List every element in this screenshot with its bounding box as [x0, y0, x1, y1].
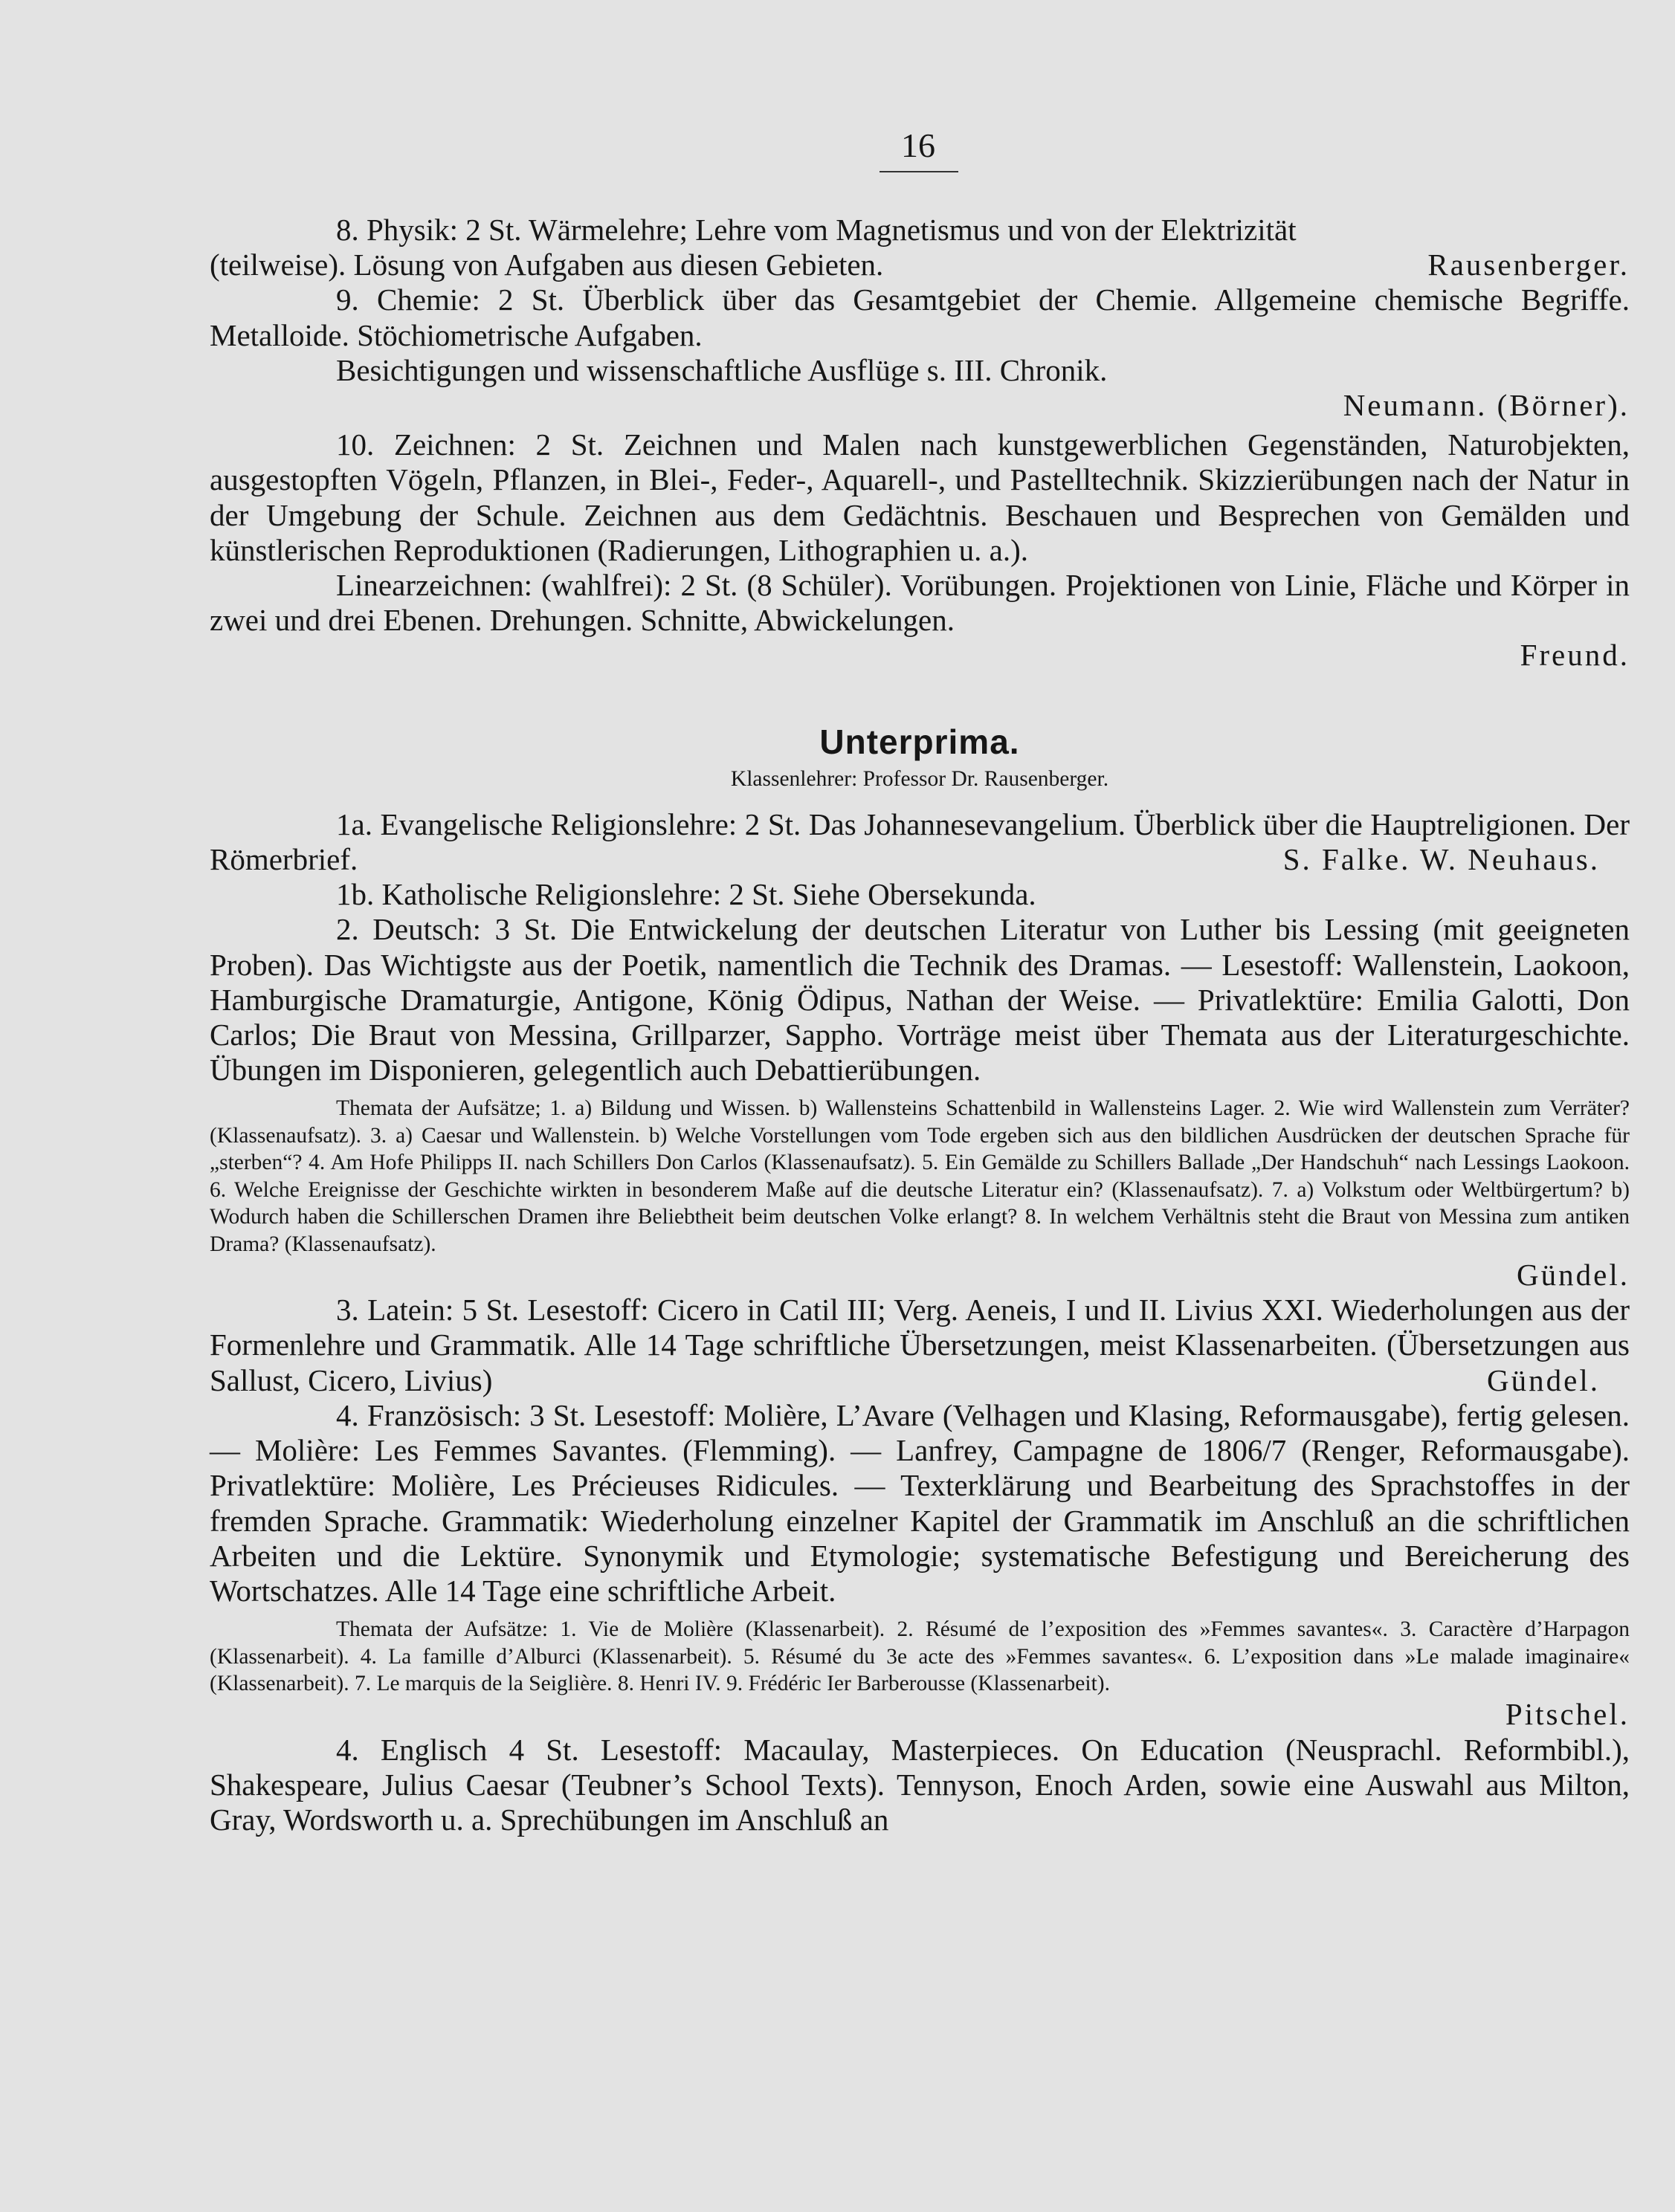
physik-line-2-text: (teilweise). Lösung von Aufgaben aus diesen Gebieten.: [210, 248, 884, 282]
franzoesisch-themata: Themata der Aufsätze: 1. Vie de Molière (Klassenarbeit). 2. Résumé de l’exposition des »Femmes savantes«. 3. Caractère d’Harpagon (Klassenarbeit). 4. La famille d’Alburci (Klassenarbeit). 5. Résumé du 3e acte des »Femmes savantes«. 6. L’exposition dans »Le malade imaginaire« (Klassenarbeit). 7. Le marquis de la Seiglière. 8. Henri IV. 9. Frédéric Ier Barberousse (Klassenarbeit).: [210, 1617, 1630, 1695]
franzoesisch-teacher: Pitschel.: [1505, 1697, 1630, 1732]
zeichnen-teacher: Freund.: [1520, 638, 1630, 673]
latein-teacher: Gündel.: [1487, 1362, 1600, 1397]
linearzeichnen-paragraph: Linearzeichnen: (wahlfrei): 2 St. (8 Schüler). Vorübungen. Projektionen von Linie, Fläche und Körper in zwei und drei Ebenen. Drehungen. Schnitte, Abwickelungen.: [210, 568, 1630, 638]
latein-paragraph: 3. Latein: 5 St. Lesestoff: Cicero in Catil III; Verg. Aeneis, I und II. Livius XXI. Wiederholungen aus der Formenlehre und Grammatik. Alle 14 Tage schriftliche Übersetzungen, meist Klassenarbeiten. (Übersetzungen aus Sallust, Cicero, Livius): [210, 1293, 1630, 1397]
englisch-paragraph: 4. Englisch 4 St. Lesestoff: Macaulay, Masterpieces. On Education (Neusprachl. Reformbibl.), Shakespeare, Julius Caesar (Teubner’s School Texts). Tennyson, Enoch Arden, sowie eine Auswahl aus Milton, Gray, Wordsworth u. a. Sprechübungen im Anschluß an: [210, 1732, 1630, 1837]
religion-ev-paragraph: 1a. Evangelische Religionslehre: 2 St. Das Johannesevangelium. Überblick über die Hauptreligionen. Der Römerbrief.: [210, 806, 1630, 876]
class-heading: Unterprima.: [819, 722, 1020, 761]
franzoesisch-paragraph: 4. Französisch: 3 St. Lesestoff: Molière, L’Avare (Velhagen und Klasing, Reformausgabe), fertig gelesen. — Molière: Les Femmes Savantes. (Flemming). — Lanfrey, Campagne de 1806/7 (Renger, Reformausgabe). Privatlektüre: Molière, Les Précieuses Ridicules. — Texterklärung und Bearbeitung des Sprachstoffes in der fremden Sprache. Grammatik: Wiederholung einzelner Kapitel der Grammatik im Anschluß an die schriftlichen Arbeiten und die Lektüre. Synonymik und Etymologie; systematische Befestigung und Bereicherung des Wortschatzes. Alle 14 Tage eine schriftliche Arbeit.: [210, 1397, 1630, 1608]
chemie-paragraph: 9. Chemie: 2 St. Überblick über das Gesamtgebiet der Chemie. Allgemeine chemische Begriffe. Metalloide. Stöchiometrische Aufgaben.: [210, 282, 1630, 352]
deutsch-paragraph: 2. Deutsch: 3 St. Die Entwickelung der deutschen Literatur von Luther bis Lessing (mit geeigneten Proben). Das Wichtigste aus der Poetik, namentlich die Technik des Dramas. — Lesestoff: Wallenstein, Laokoon, Hamburgische Dramaturgie, Antigone, König Ödipus, Nathan der Weise. — Privatlektüre: Emilia Galotti, Don Carlos; Die Braut von Messina, Grillparzer, Sappho. Vorträge meist über Themata aus der Literaturgeschichte. Übungen im Disponieren, gelegentlich auch Debattierübungen.: [210, 912, 1630, 1087]
upper-sections: [210, 213, 1630, 1837]
page-number-rule: [880, 171, 958, 172]
page-number: 16: [901, 126, 935, 164]
chemie-excursions: Besichtigungen und wissenschaftliche Ausflüge s. III. Chronik.: [336, 352, 1108, 387]
physik-teacher: Rausenberger.: [1427, 248, 1630, 282]
religion-ev-teachers: S. Falke. W. Neuhaus.: [1282, 842, 1600, 877]
klassenlehrer-line: Klassenlehrer: Professor Dr. Rausenberger.: [730, 766, 1109, 791]
deutsch-teacher: Gündel.: [1517, 1257, 1630, 1292]
zeichnen-paragraph: 10. Zeichnen: 2 St. Zeichnen und Malen nach kunstgewerblichen Gegenständen, Naturobjekten, ausgestopften Vögeln, Pflanzen, in Blei-, Feder-, Aquarell-, und Pastelltechnik. Skizzierübungen nach der Natur in der Umgebung der Schule. Zeichnen aus dem Gedächtnis. Beschauen und Besprechen von Gemälden und künstlerischen Reproduktionen (Radierungen, Lithographien u. a.).: [210, 427, 1630, 567]
deutsch-themata: Themata der Aufsätze; 1. a) Bildung und Wissen. b) Wallensteins Schattenbild in Wallensteins Lager. 2. Wie wird Wallenstein zum Verräter? (Klassenaufsatz). 3. a) Caesar und Wallenstein. b) Welche Vorstellungen vom Tode ergeben sich aus den bildlichen Ausdrücken der deutschen Sprache für „sterben“? 4. Am Hofe Philipps II. nach Schillers Don Carlos (Klassenaufsatz). 5. Ein Gemälde zu Schillers Ballade „Der Handschuh“ nach Lessings Laokoon. 6. Welche Ereignisse der Geschichte wirkten in besonderem Maße auf die deutsche Literatur ein? (Klassenaufsatz). 7. a) Volkstum oder Weltbürgertum? b) Wodurch haben die Schillerschen Dramen ihre Beliebtheit beim deutschen Volke erlangt? 8. In welchem Verhältnis steht die Braut von Messina zum antiken Drama? (Klassenaufsatz).: [210, 1096, 1630, 1256]
physik-line-1: 8. Physik: 2 St. Wärmelehre; Lehre vom Magnetismus und von der Elektrizität: [336, 213, 1297, 247]
physik-line-2: [210, 248, 1630, 282]
religion-kath-paragraph: 1b. Katholische Religionslehre: 2 St. Siehe Obersekunda.: [336, 877, 1036, 912]
chemie-teacher: Neumann. (Börner).: [1343, 388, 1630, 423]
